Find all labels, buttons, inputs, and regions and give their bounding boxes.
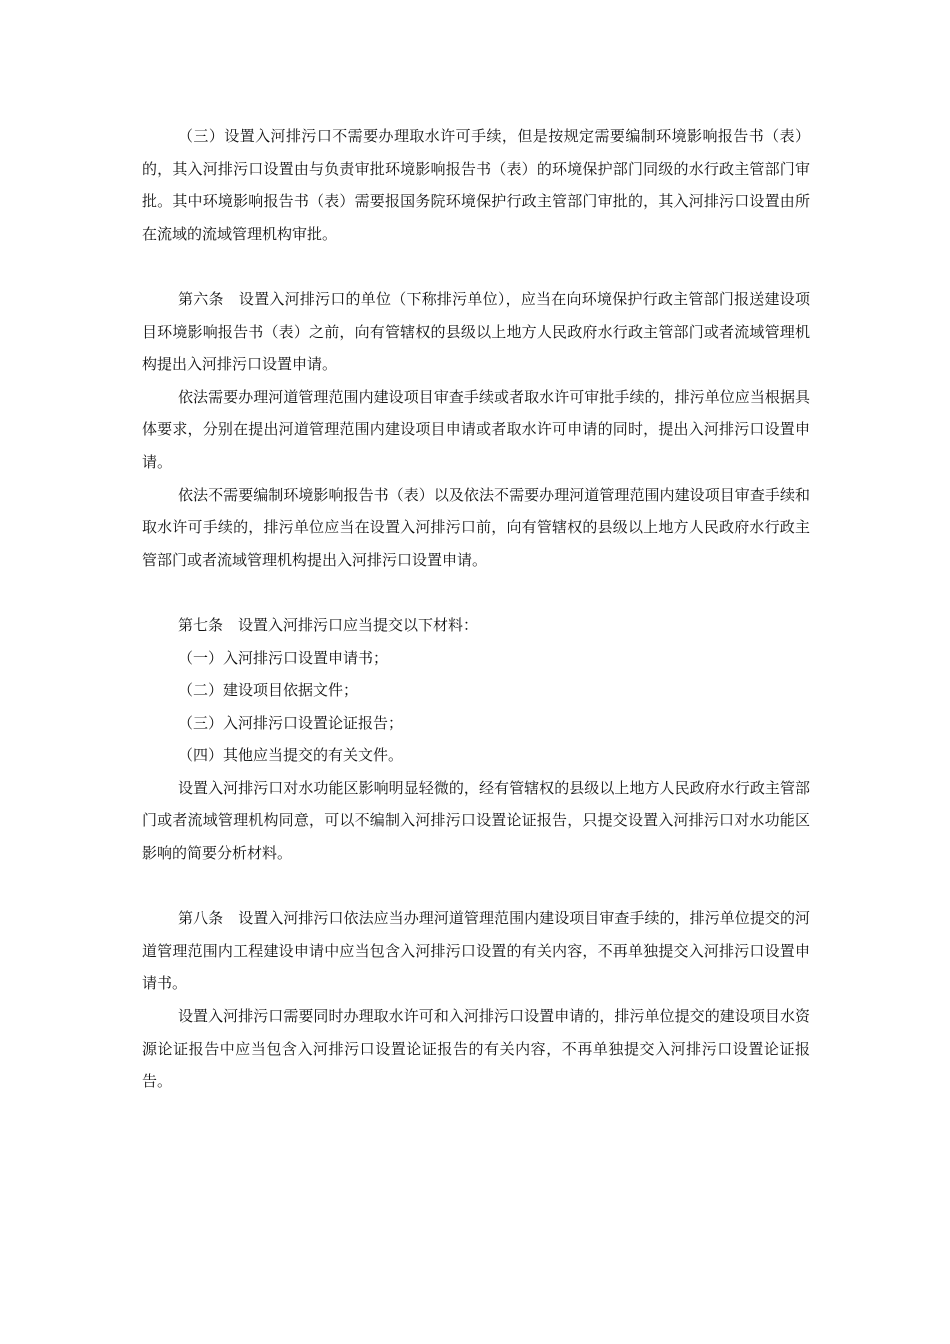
document-page — [142, 120, 810, 1098]
list-item: （四）其他应当提交的有关文件。 — [178, 746, 404, 765]
paragraph: 设置入河排污口需要同时办理取水许可和入河排污口设置申请的，排污单位提交的建设项目水资源论证报告中应当包含入河排污口设置论证报告的有关内容，不再单独提交入河排污口设置论证报告。 — [142, 1007, 810, 1091]
list-item: （二）建设项目依据文件； — [178, 681, 359, 700]
section-gap — [142, 250, 810, 283]
paragraph: 设置入河排污口对水功能区影响明显轻微的，经有管辖权的县级以上地方人民政府水行政主管部门或者流域管理机构同意，可以不编制入河排污口设置论证报告，只提交设置入河排污口对水功能区影响的简要分析材料。 — [142, 778, 810, 863]
article-6-heading-paragraph: 第六条 设置入河排污口的单位（下称排污单位），应当在向环境保护行政主管部门报送建设项目环境影响报告书（表）之前，向有管辖权的县级以上地方人民政府水行政主管部门或者流域管理机构提出入河排污口设置申请。 — [142, 289, 810, 374]
article-7-section — [142, 609, 810, 870]
article-8-section — [142, 902, 810, 1098]
paragraph: （三）设置入河排污口不需要办理取水许可手续，但是按规定需要编制环境影响报告书（表）的，其入河排污口设置由与负责审批环境影响报告书（表）的环境保护部门同级的水行政主管部门审批。其中环境影响报告书（表）需要报国务院环境保护行政主管部门审批的，其入河排污口设置由所在流域的流域管理机构审批。 — [142, 127, 810, 243]
list-item: （三）入河排污口设置论证报告； — [178, 713, 404, 732]
section-gap — [142, 576, 810, 609]
section-gap — [142, 870, 810, 903]
paragraph: 依法需要办理河道管理范围内建设项目审查手续或者取水许可审批手续的，排污单位应当根据具体要求，分别在提出河道管理范围内建设项目申请或者取水许可申请的同时，提出入河排污口设置申请。 — [142, 387, 810, 471]
paragraph: 依法不需要编制环境影响报告书（表）以及依法不需要办理河道管理范围内建设项目审查手续和取水许可手续的，排污单位应当在设置入河排污口前，向有管辖权的县级以上地方人民政府水行政主管部门或者流域管理机构提出入河排污口设置申请。 — [142, 485, 810, 569]
article-6-section — [142, 283, 810, 576]
article-8-heading-paragraph: 第八条 设置入河排污口依法应当办理河道管理范围内建设项目审查手续的，排污单位提交的河道管理范围内工程建设申请中应当包含入河排污口设置的有关内容，不再单独提交入河排污口设置申请书。 — [142, 909, 810, 993]
list-item: （一）入河排污口设置申请书； — [178, 648, 389, 667]
article-7-heading-paragraph: 第七条 设置入河排污口应当提交以下材料： — [178, 615, 479, 634]
clause-5-item-3-section — [142, 120, 810, 250]
